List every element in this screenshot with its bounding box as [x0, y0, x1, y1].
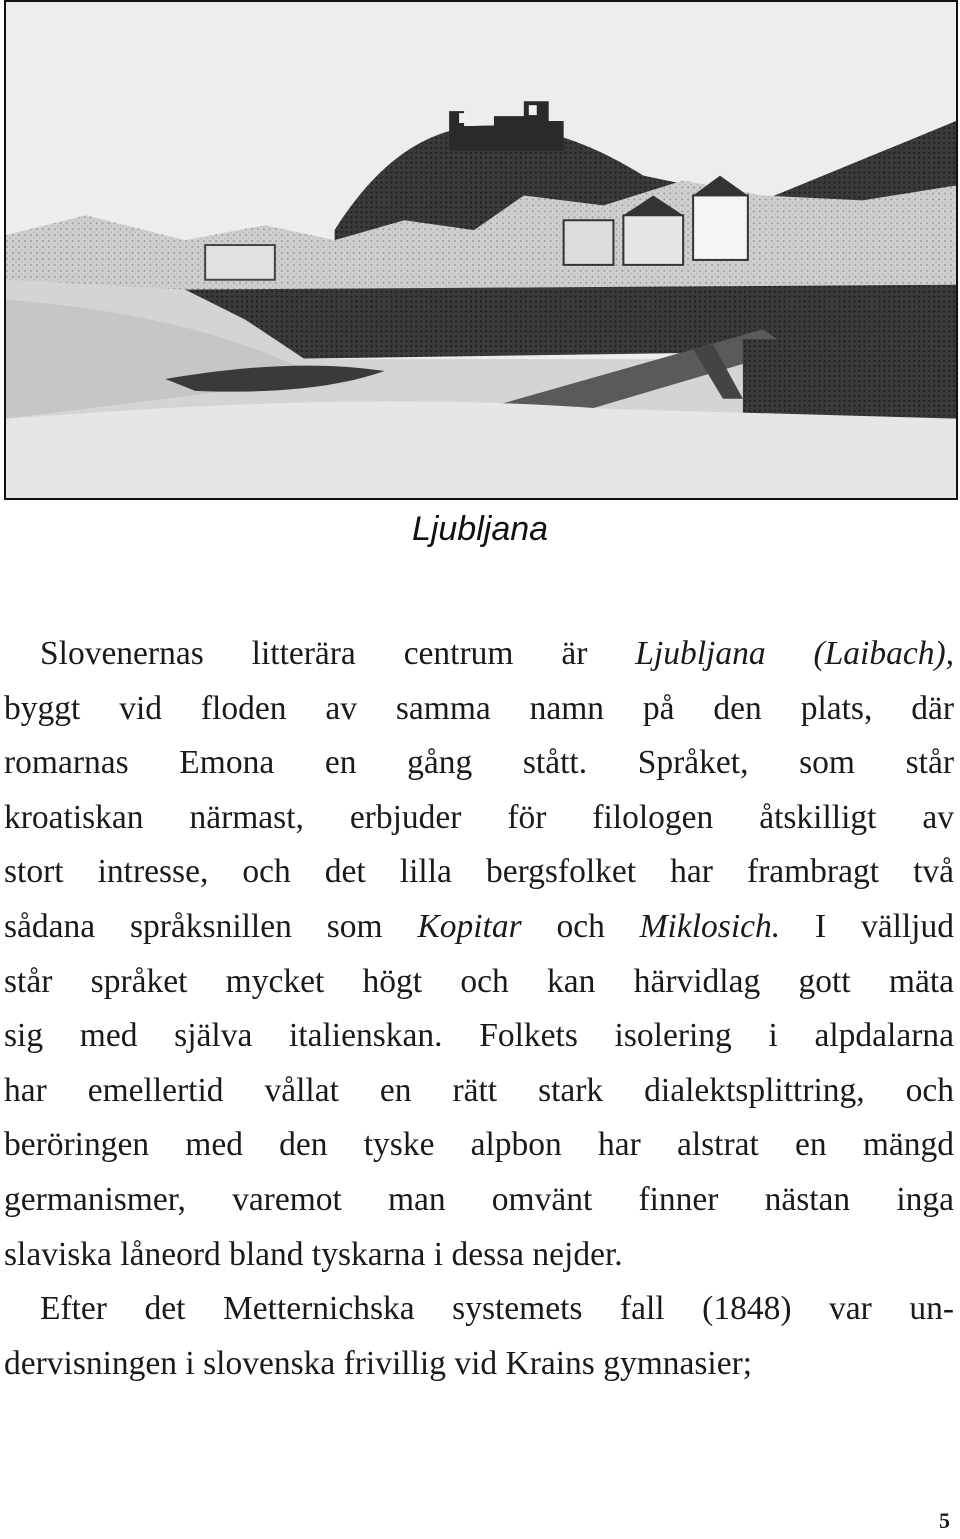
- text-run: stort intresse, och det lilla bergsfolket har frambragt två: [4, 853, 954, 891]
- text-line: [4, 1118, 954, 1173]
- text-line: [4, 627, 954, 682]
- text-run: slaviska låneord bland tyskarna i dessa nejder.: [4, 1235, 623, 1273]
- text-run: I välljud: [780, 907, 954, 945]
- text-run: germanismer, varemot man omvänt finner nästan inga: [4, 1180, 954, 1218]
- text-line: [4, 1228, 954, 1283]
- text-line: [4, 1173, 954, 1228]
- text-run: beröringen med den tyske alpbon har alstrat en mängd: [4, 1126, 954, 1164]
- text-run: byggt vid floden av samma namn på den plats, där: [4, 689, 954, 727]
- text-line: [4, 900, 954, 955]
- text-line: [4, 1337, 954, 1392]
- text-run: romarnas Emona en gång stått. Språket, som står: [4, 744, 954, 782]
- text-line: [4, 1064, 954, 1119]
- text-line: [4, 955, 954, 1010]
- text-line: [4, 845, 954, 900]
- text-line: [4, 1009, 954, 1064]
- text-run: Slovenernas litterära centrum är: [40, 635, 636, 672]
- text-run: har emellertid vållat en rätt stark dialektsplittring, och: [4, 1071, 954, 1109]
- text-run: Miklosich.: [639, 907, 781, 945]
- ljubljana-photo: [4, 0, 958, 500]
- text-line: [4, 682, 954, 737]
- body-text: [4, 627, 954, 1391]
- photo-caption: Ljubljana: [411, 510, 549, 548]
- text-line: [4, 736, 954, 791]
- text-run: står språket mycket högt och kan härvidlag gott mäta: [4, 962, 954, 1000]
- text-run: kroatiskan närmast, erbjuder för filologen åtskilligt av: [4, 798, 954, 836]
- text-run: dervisningen i slovenska frivillig vid Krains gymnasier;: [4, 1344, 753, 1382]
- page-number: 5: [939, 1508, 950, 1533]
- text-line: [4, 791, 954, 846]
- text-run: Kopitar: [417, 907, 522, 945]
- text-line: [4, 1282, 954, 1337]
- text-run: och: [521, 907, 640, 945]
- text-run: sig med själva italienskan. Folkets isolering i alpdalarna: [4, 1017, 954, 1055]
- text-run: Ljubljana (Laibach),: [635, 635, 954, 672]
- text-run: Efter det Metternichska systemets fall (1848) var un-: [40, 1290, 954, 1328]
- text-run: sådana språksnillen som: [4, 907, 418, 945]
